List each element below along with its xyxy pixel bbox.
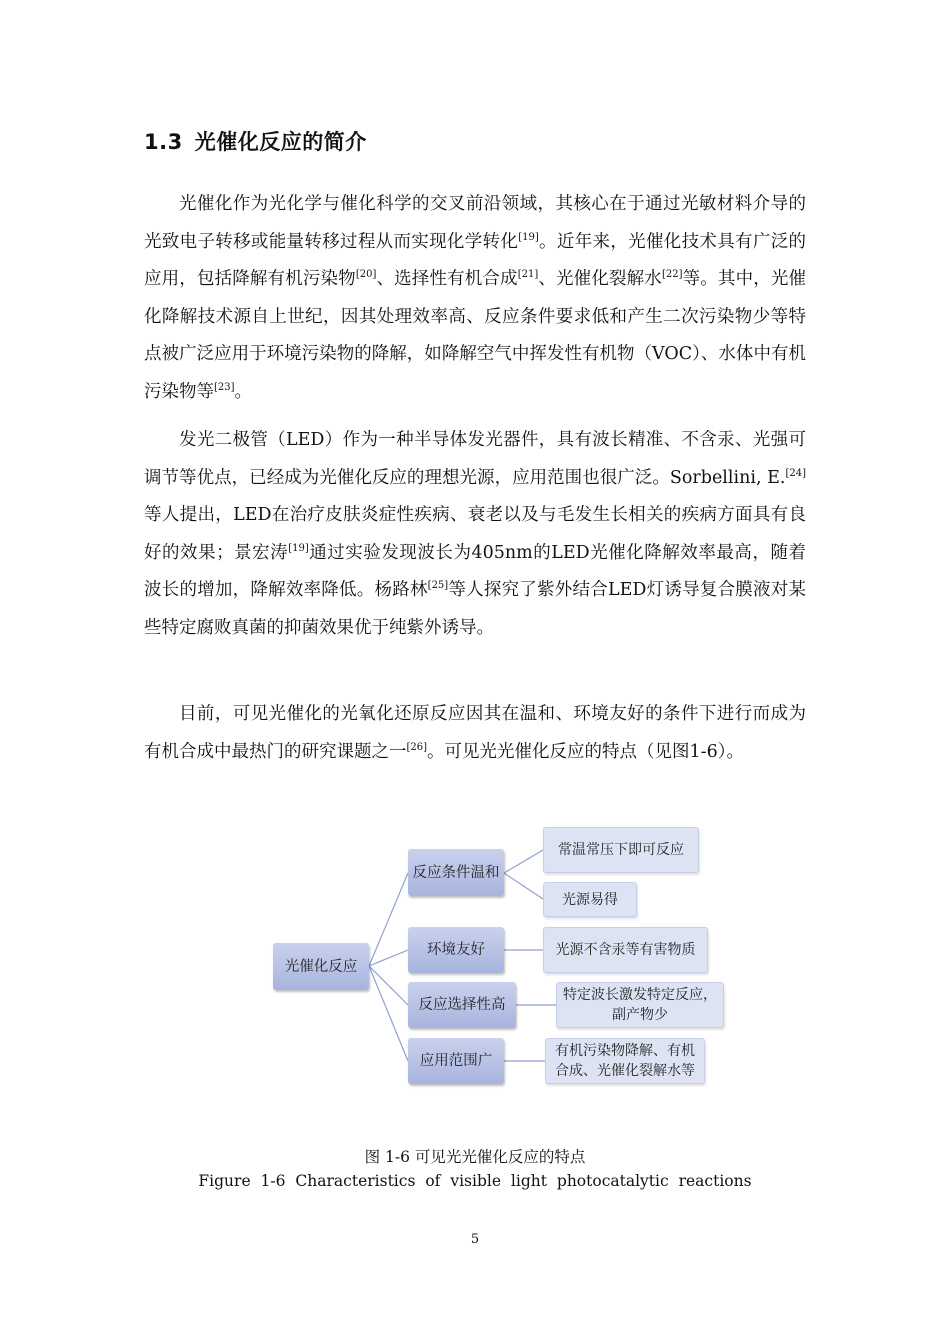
node-label: 反应条件温和 xyxy=(412,864,500,881)
figure-caption-english: Figure 1-6 Characteristics of visible light photocatalytic reactions xyxy=(198,1172,752,1190)
section-heading xyxy=(144,126,367,156)
text: 。可见光光催化反应的特点（见图1-6）。 xyxy=(427,741,744,762)
diagram-root-node xyxy=(273,943,369,990)
citation: [25] xyxy=(427,580,449,592)
diagram-branch-node xyxy=(408,1038,504,1084)
diagram-leaf-node xyxy=(543,827,699,873)
node-label: 光催化反应 xyxy=(284,958,358,975)
section-title: 光催化反应的简介 xyxy=(194,130,367,154)
text: 通过实验发现波长为405nm的LED光催化降解效率最高，随着波长的增加，降解效率降低。杨路林 xyxy=(144,542,807,600)
connector-line xyxy=(369,950,408,966)
diagram-branch-node xyxy=(408,982,516,1028)
citation: [20] xyxy=(355,269,377,281)
text: 。 xyxy=(234,381,253,402)
text: 目前，可见光催化的光氧化还原反应因其在温和、环境友好的条件下进行而成为有机合成中最热门的研究课题之一 xyxy=(144,704,806,762)
node-label: 常温常压下即可反应 xyxy=(558,842,684,858)
text: 、光催化裂解水 xyxy=(538,269,662,289)
text: 、选择性有机合成 xyxy=(376,269,518,289)
citation: [19] xyxy=(518,231,539,243)
citation: [22] xyxy=(661,269,683,281)
paragraph-photocatalysis-intro xyxy=(144,186,806,411)
diagram-branch-node xyxy=(408,849,504,896)
connector-line xyxy=(369,966,408,1005)
diagram-leaf-node xyxy=(543,927,708,973)
text: 发光二极管（LED）作为一种半导体发光器件，具有波长精准、不含汞、光强可调节等优点，已经成为光催化反应的理想光源，应用范围也很广泛。Sorbellini, E. xyxy=(144,430,806,488)
citation: [23] xyxy=(214,381,235,393)
node-label: 光源不含汞等有害物质 xyxy=(555,942,696,958)
text: 等人探究了紫外结合LED灯诱导复合膜液对某些特定腐败真菌的抑菌效果优于纯紫外诱导。 xyxy=(144,580,806,638)
text: 。近年来，光催化技术具有广泛的应用，包括降解有机污染物 xyxy=(144,231,807,289)
node-label: 应用范围广 xyxy=(419,1053,493,1069)
text: 等人提出，LED在治疗皮肤炎症性疾病、衰老以及与毛发生长相关的疾病方面具有良好的效果；景宏涛 xyxy=(144,505,806,563)
connector-line xyxy=(504,850,543,873)
node-label: 环境友好 xyxy=(427,942,485,958)
connector-line xyxy=(369,873,408,966)
paragraph-led xyxy=(144,422,806,647)
page-number: 5 xyxy=(470,1232,480,1247)
node-label: 有机污染物降解、有机合成、光催化裂解水等 xyxy=(555,1043,695,1079)
diagram-leaf-node xyxy=(545,1038,705,1084)
node-label: 特定波长激发特定反应，副产物少 xyxy=(563,987,717,1023)
diagram-leaf-node xyxy=(556,982,724,1028)
connector-line xyxy=(369,966,408,1061)
node-label: 反应选择性高 xyxy=(418,997,506,1013)
diagram-leaf-node xyxy=(543,882,637,917)
section-number: 1.3 xyxy=(144,130,183,154)
node-label: 光源易得 xyxy=(562,891,618,908)
citation: [26] xyxy=(406,741,428,753)
diagram-branch-node xyxy=(408,927,504,973)
citation: [21] xyxy=(517,269,539,281)
connector-line xyxy=(504,873,543,899)
text: 等。其中，光催化降解技术源自上世纪，因其处理效率高、反应条件要求低和产生二次污染物少等特点被广泛应用于环境污染物的降解，如降解空气中挥发性有机物（VOC）、水体中有机污染物等 xyxy=(144,269,807,402)
citation: [24] xyxy=(785,467,806,479)
text: 光催化作为光化学与催化科学的交叉前沿领域，其核心在于通过光敏材料介导的光致电子转移或能量转移过程从而实现化学转化 xyxy=(144,194,806,252)
figure-caption-chinese: 图 1-6 可见光光催化反应的特点 xyxy=(364,1148,586,1166)
paragraph-visible-light xyxy=(144,696,806,771)
citation: [19] xyxy=(288,542,309,554)
